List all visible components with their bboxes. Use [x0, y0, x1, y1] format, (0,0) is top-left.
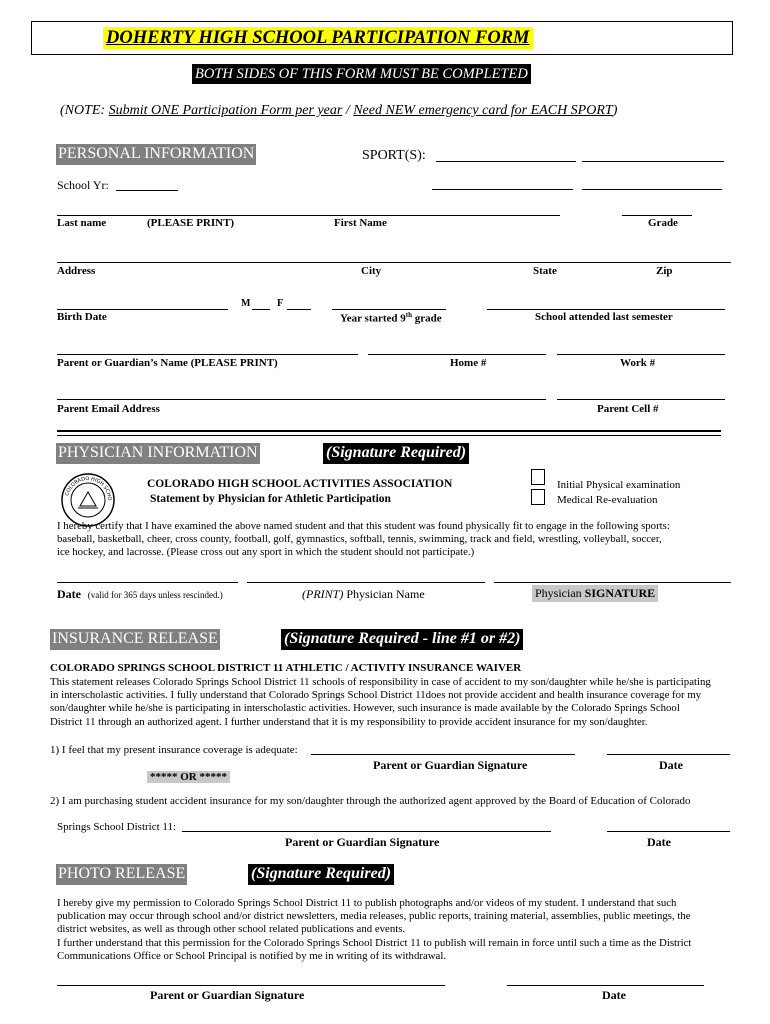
- name-line[interactable]: [57, 215, 560, 216]
- insurance-line2-text: 2) I am purchasing student accident insurance for my son/daughter through the authorized agent approved by the Board of Education of Colorado: [50, 795, 691, 807]
- guardian-name-field[interactable]: [57, 354, 358, 355]
- insurance-signature-required: (Signature Required - line #1 or #2): [281, 629, 523, 650]
- female-label: F: [277, 298, 284, 309]
- grade-label: Grade: [648, 217, 678, 229]
- male-field[interactable]: [252, 309, 270, 310]
- physician-statement-title: Statement by Physician for Athletic Participation: [150, 493, 391, 505]
- address-line[interactable]: [57, 262, 731, 263]
- state-label: State: [533, 265, 557, 277]
- insurance-line1-label: 1) I feel that my present insurance coverage is adequate:: [50, 744, 298, 756]
- male-label: M: [241, 298, 251, 309]
- school-last-label: School attended last semester: [535, 311, 673, 323]
- physician-name-field[interactable]: [247, 582, 485, 583]
- birth-date-label: Birth Date: [57, 311, 107, 323]
- insurance-line1-date-label: Date: [659, 758, 683, 772]
- section-divider: [57, 430, 721, 432]
- insurance-line1-date-field[interactable]: [607, 754, 730, 755]
- please-print-label: (PLEASE PRINT): [147, 217, 235, 229]
- insurance-line2-signature-field[interactable]: [182, 831, 551, 832]
- school-year-field[interactable]: [116, 190, 178, 191]
- seal-text: COLORADO HIGH SCHO: [64, 475, 113, 501]
- section-divider: [57, 435, 721, 436]
- work-phone-label: Work #: [620, 357, 656, 369]
- re-evaluation-checkbox[interactable]: [531, 489, 545, 505]
- insurance-line2-sig-label: Parent or Guardian Signature: [285, 835, 440, 849]
- photo-date-field[interactable]: [507, 985, 704, 986]
- physician-signature-required: (Signature Required): [323, 443, 469, 464]
- insurance-line2-date-field[interactable]: [607, 831, 730, 832]
- work-phone-field[interactable]: [557, 354, 725, 355]
- photo-signature-required: (Signature Required): [248, 864, 394, 885]
- assoc-title: COLORADO HIGH SCHOOL ACTIVITIES ASSOCIATION: [147, 478, 453, 490]
- email-label: Parent Email Address: [57, 403, 160, 415]
- form-title: DOHERTY HIGH SCHOOL PARTICIPATION FORM: [103, 27, 533, 49]
- initial-physical-checkbox[interactable]: [531, 469, 545, 485]
- school-year-label: School Yr:: [57, 178, 109, 192]
- photo-date-label: Date: [602, 988, 626, 1002]
- female-field[interactable]: [287, 309, 311, 310]
- physician-signature-label: Physician SIGNATURE: [532, 585, 658, 602]
- insurance-line1-sig-label: Parent or Guardian Signature: [373, 758, 528, 772]
- photo-signature-label: Parent or Guardian Signature: [150, 988, 305, 1002]
- personal-information-heading: PERSONAL INFORMATION: [56, 144, 256, 165]
- physician-paragraph: I hereby certify that I have examined the above named student and that this student was found physically fit to engage in the following sports: baseball, basketball, cheer, cross county, football, golf, gymnastics, softball, tennis, swimming, track and field, wrestling, volleyball, soccer, ice hockey, and lacrosse. (Please cross out any sport in which the student should not participate.): [57, 520, 670, 559]
- cell-label: Parent Cell #: [597, 403, 659, 415]
- guardian-name-label: Parent or Guardian’s Name (PLEASE PRINT): [57, 357, 278, 369]
- physician-date-label: Date (valid for 365 days unless rescinded.): [57, 587, 223, 601]
- year-started-field[interactable]: [332, 309, 446, 310]
- year-started-label: Year started 9th grade: [340, 311, 442, 325]
- last-name-label: Last name: [57, 217, 107, 229]
- sports-label: SPORT(S):: [362, 148, 426, 163]
- sport-field-2[interactable]: [582, 161, 724, 162]
- first-name-label: First Name: [334, 217, 387, 229]
- sport-field-3[interactable]: [432, 189, 573, 190]
- insurance-line1-signature-field[interactable]: [311, 754, 575, 755]
- photo-signature-field[interactable]: [57, 985, 445, 986]
- grade-line[interactable]: [622, 215, 692, 216]
- address-label: Address: [57, 265, 96, 277]
- sport-field-1[interactable]: [436, 161, 576, 162]
- physician-date-field[interactable]: [57, 582, 238, 583]
- insurance-release-heading: INSURANCE RELEASE: [50, 629, 220, 650]
- note-line: (NOTE: Submit ONE Participation Form per year / Need NEW emergency card for EACH SPORT): [60, 103, 618, 118]
- sport-field-4[interactable]: [582, 189, 722, 190]
- birth-date-field[interactable]: [57, 309, 228, 310]
- initial-physical-label: Initial Physical examination: [557, 479, 681, 491]
- physician-information-heading: PHYSICIAN INFORMATION: [56, 443, 260, 464]
- photo-release-heading: PHOTO RELEASE: [56, 864, 187, 885]
- email-field[interactable]: [57, 399, 546, 400]
- or-divider: ***** OR *****: [147, 771, 230, 783]
- re-evaluation-label: Medical Re-evaluation: [557, 494, 658, 506]
- home-phone-field[interactable]: [368, 354, 546, 355]
- insurance-line2-date-label: Date: [647, 835, 671, 849]
- school-last-field[interactable]: [487, 309, 725, 310]
- insurance-line2-label: Springs School District 11:: [57, 821, 177, 833]
- zip-label: Zip: [656, 265, 673, 277]
- physician-name-label: (PRINT) Physician Name: [302, 587, 425, 601]
- waiver-title: COLORADO SPRINGS SCHOOL DISTRICT 11 ATHLETIC / ACTIVITY INSURANCE WAIVER: [50, 662, 522, 674]
- photo-paragraph: I hereby give my permission to Colorado Springs School District 11 to publish photographs and/or videos of my student. I understand that such publication may occur through school and/or district newsletters, media releases, public reports, training material, assemblies, public meetings, the district websites, as well as through other school related publications and events. I further understand that this permission for the Colorado Springs School District 11 to publish will remain in force until such a time as the District Communications Office or School Principal is notified by me in writing of its withdrawal.: [57, 897, 692, 962]
- home-phone-label: Home #: [450, 357, 487, 369]
- cell-field[interactable]: [557, 399, 725, 400]
- form-subtitle: BOTH SIDES OF THIS FORM MUST BE COMPLETED: [192, 64, 531, 84]
- physician-signature-field[interactable]: [494, 582, 731, 583]
- insurance-paragraph: This statement releases Colorado Springs School District 11 schools of responsibility in case of accident to my son/daughter while he/she is participating in interscholastic activities. I fully understand that Colorado Springs School District 11does not provide accident and health insurance coverage for my son/daughter while he/she is participating in interscholastic activities. However, such insurance is made available by the Colorado Springs School District 11 through an authorized agent. I further understand that it is my responsibility to provide accident insurance for my son/daughter.: [50, 676, 711, 728]
- city-label: City: [361, 265, 382, 277]
